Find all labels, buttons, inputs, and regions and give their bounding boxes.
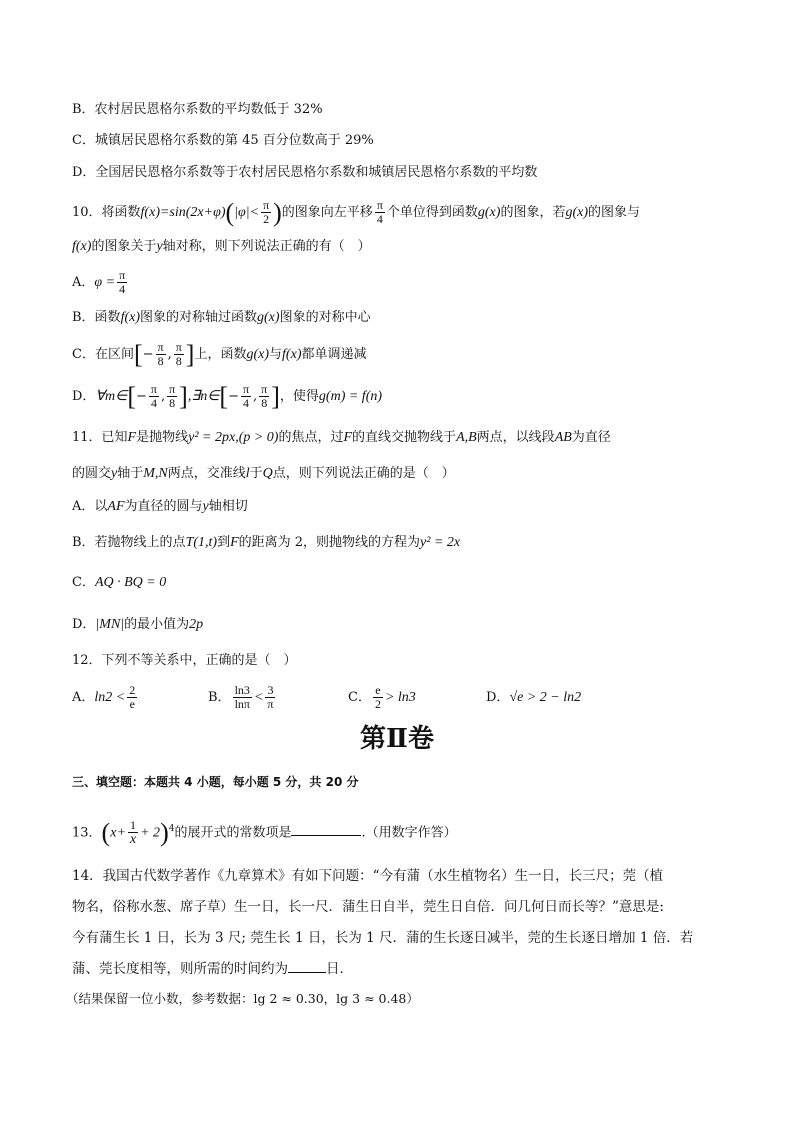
q14-line2: 物名，俗称水葱、席子草）生一日，长一尺．蒲生日自半，莞生日自倍．问几何日而长等？”意思是: <box>72 899 664 915</box>
q12-option-d: D．√e > 2 − ln2 <box>486 690 582 705</box>
q14-line1: 14．我国古代数学著作《九章算术》有如下问题：“今有蒲（水生植物名）生一日，长三尺；莞（植 <box>72 868 664 884</box>
section-header: 三、填空题：本题共 4 小题，每小题 5 分，共 20 分 <box>72 775 359 789</box>
q10-stem-line2: f(x)的图象关于y轴对称，则下列说法正确的有（ ） <box>72 239 371 254</box>
q10-pi-over-4: $\frac{\pi}{4}$ <box>376 198 383 226</box>
q14-answer-blank[interactable] <box>288 972 326 973</box>
q12-option-b: B． $\frac{\ln 3}{\ln\pi}$ < $\frac{3}{\pi}$ <box>208 683 274 711</box>
q12-stem: 12．下列不等关系中，正确的是（ ） <box>72 653 297 668</box>
q9-option-b: B．农村居民恩格尔系数的平均数低于 32% <box>72 102 323 117</box>
q9-option-d: D．全国居民恩格尔系数等于农村居民恩格尔系数和城镇居民恩格尔系数的平均数 <box>72 165 538 180</box>
q12-option-c: C． $\frac{e}{2}$ > ln3 <box>348 683 416 711</box>
q14-line3: 今有蒲生长 1 日，长为 3 尺; 莞生长 1 日，长为 1 尺．蒲的生长逐日减半，莞的生长逐日增加 1 倍．若 <box>72 930 694 946</box>
q10-option-b: B．函数f(x)图象的对称轴过函数g(x)图象的对称中心 <box>72 310 371 325</box>
q13: 13．(x+ $\frac{1}{x}$ + 2)$^4$的展开式的常数项是 .（用数字作答） <box>72 817 457 848</box>
section-title: 第Ⅱ卷 <box>360 724 434 754</box>
q11-stem-line2: 的圆交y轴于M,N两点，交准线l于Q点，则下列说法正确的是（ ） <box>72 466 455 481</box>
q10-option-c: C．在区间[− $\frac{\pi}{8}$ , $\frac{\pi}{8}$ ]上，函数g(x)与f(x)都单调递减 <box>72 339 367 369</box>
q11-option-d: D．|MN|的最小值为2p <box>72 617 204 632</box>
q11-option-a: A．以AF为直径的圆与y轴相切 <box>72 499 248 514</box>
q11-stem-line1: 11．已知F是抛物线y² = 2px,(p > 0)的焦点，过F的直线交抛物线于A,B两点，以线段AB为直径 <box>72 430 611 445</box>
q12-option-a: A．ln2 < $\frac{2}{e}$ <box>72 683 136 711</box>
q9-option-c: C．城镇居民恩格尔系数的第 45 百分位数高于 29% <box>72 133 374 148</box>
q10-option-d: D．∀m∈[− $\frac{\pi}{4}$ , $\frac{\pi}{8}$ ],∃n∈[− $\frac{\pi}{4}$ , $\frac{\pi}{8}$ ]，使得g(m) = f(n) <box>72 381 383 411</box>
q11-option-c: C．AQ · BQ = 0 <box>72 575 167 590</box>
q10-f-expr: f(x)=sin(2x+φ) <box>140 205 226 220</box>
q11-option-b: B．若抛物线上的点T(1,t)到F的距离为 2，则抛物线的方程为y² = 2x <box>72 535 461 550</box>
q14-line4: 蒲、莞长度相等，则所需的时间约为 日． <box>72 961 353 977</box>
q10-pi-over-2: $\frac{\pi}{2}$ <box>263 198 270 226</box>
q14-note: （结果保留一位小数，参考数据：lg 2 ≈ 0.30，lg 3 ≈ 0.48） <box>66 991 419 1006</box>
q10-stem-line1: 10．将函数f(x)=sin(2x+φ)(|φ|< $\frac{\pi}{2}$ )的图象向左平移 $\frac{\pi}{4}$ 个单位得到函数g(x)的图象，若g(x)的图象与 <box>72 197 641 227</box>
q10-option-a: A．φ = $\frac{\pi}{4}$ <box>72 268 126 296</box>
q13-answer-blank[interactable] <box>291 835 361 836</box>
